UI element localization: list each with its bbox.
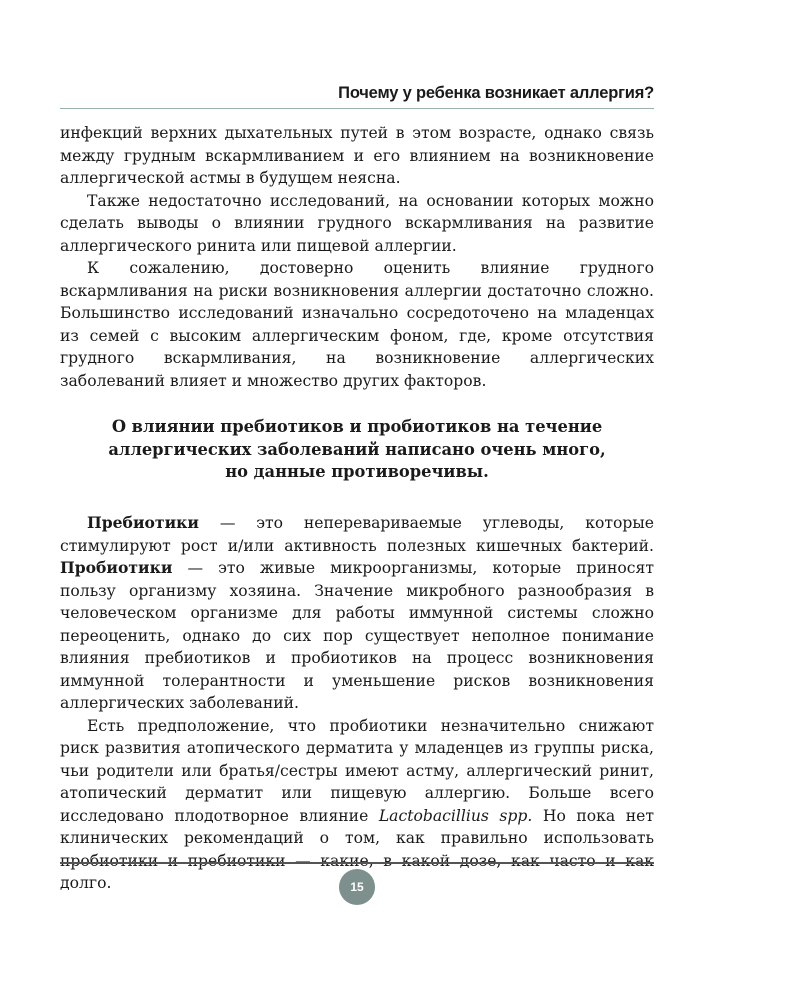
footer-divider	[60, 862, 654, 864]
species-name: Lactobacillius spp.	[378, 806, 533, 825]
paragraph-text: — это живые микроорганизмы, которые приносят пользу организму хозяина. Значение микробного разнообразия в человеческом организме для работы иммунной системы сложно переоценить, однако до сих пор существует неполное понимание влияния пребиотиков и пробиотиков на процесс возникновения иммунной толерантности и уменьшение рисков возникновения аллергических заболеваний.	[60, 559, 654, 712]
header-divider	[60, 108, 654, 109]
body-section-2	[60, 512, 654, 895]
pull-quote-line: аллергических заболеваний написано очень много,	[108, 439, 606, 459]
running-head-title: Почему у ребенка возникает аллергия?	[338, 84, 654, 102]
pull-quote-line: О влиянии пребиотиков и пробиотиков на течение	[111, 417, 603, 436]
page-number: 15	[350, 880, 364, 894]
paragraph-text: — это неперевариваемые углеводы, которые стимулируют рост и/или активность полезных кишечных бактерий.	[60, 514, 654, 555]
pull-quote-line: но данные противоречивы.	[225, 462, 489, 481]
paragraph: инфекций верхних дыхательных путей в этом возрасте, однако связь между грудным вскармливанием и его влиянием на возникновение аллергической астмы в будущем неясна.	[60, 124, 654, 187]
term-probiotics: Пробиотики	[60, 558, 173, 577]
page-number-badge	[339, 869, 375, 905]
paragraph-text: Но пока нет клинических рекомендаций о том, как правильно использовать пробиотики и пребиотики — какие, в какой дозе, как часто и как долго.	[60, 806, 654, 892]
term-prebiotics: Пребиотики	[87, 513, 199, 532]
paragraph: К сожалению, достоверно оценить влияние грудного вскармливания на риски возникновения аллергии достаточно сложно. Большинство исследований изначально сосредоточено на младенцах из семей с высоким аллергическим фоном, где, кроме отсутствия грудного вскармливания, на возникновение аллергических заболеваний влияет и множество других факторов.	[60, 259, 654, 390]
pull-quote	[60, 416, 654, 484]
body-section-1	[60, 122, 654, 392]
paragraph-text: Есть предположение, что пробиотики незначительно снижают риск развития атопического дерматита у младенцев из группы риска, чьи родители или братья/сестры имеют астму, аллергический ринит, атопический дерматит или пищевую аллергию. Больше всего исследовано плодотворное влияние	[60, 716, 654, 825]
paragraph	[60, 715, 654, 895]
paragraph: Также недостаточно исследований, на основании которых можно сделать выводы о влиянии грудного вскармливания на развитие аллергического ринита или пищевой аллергии.	[60, 191, 654, 255]
paragraph	[60, 512, 654, 715]
